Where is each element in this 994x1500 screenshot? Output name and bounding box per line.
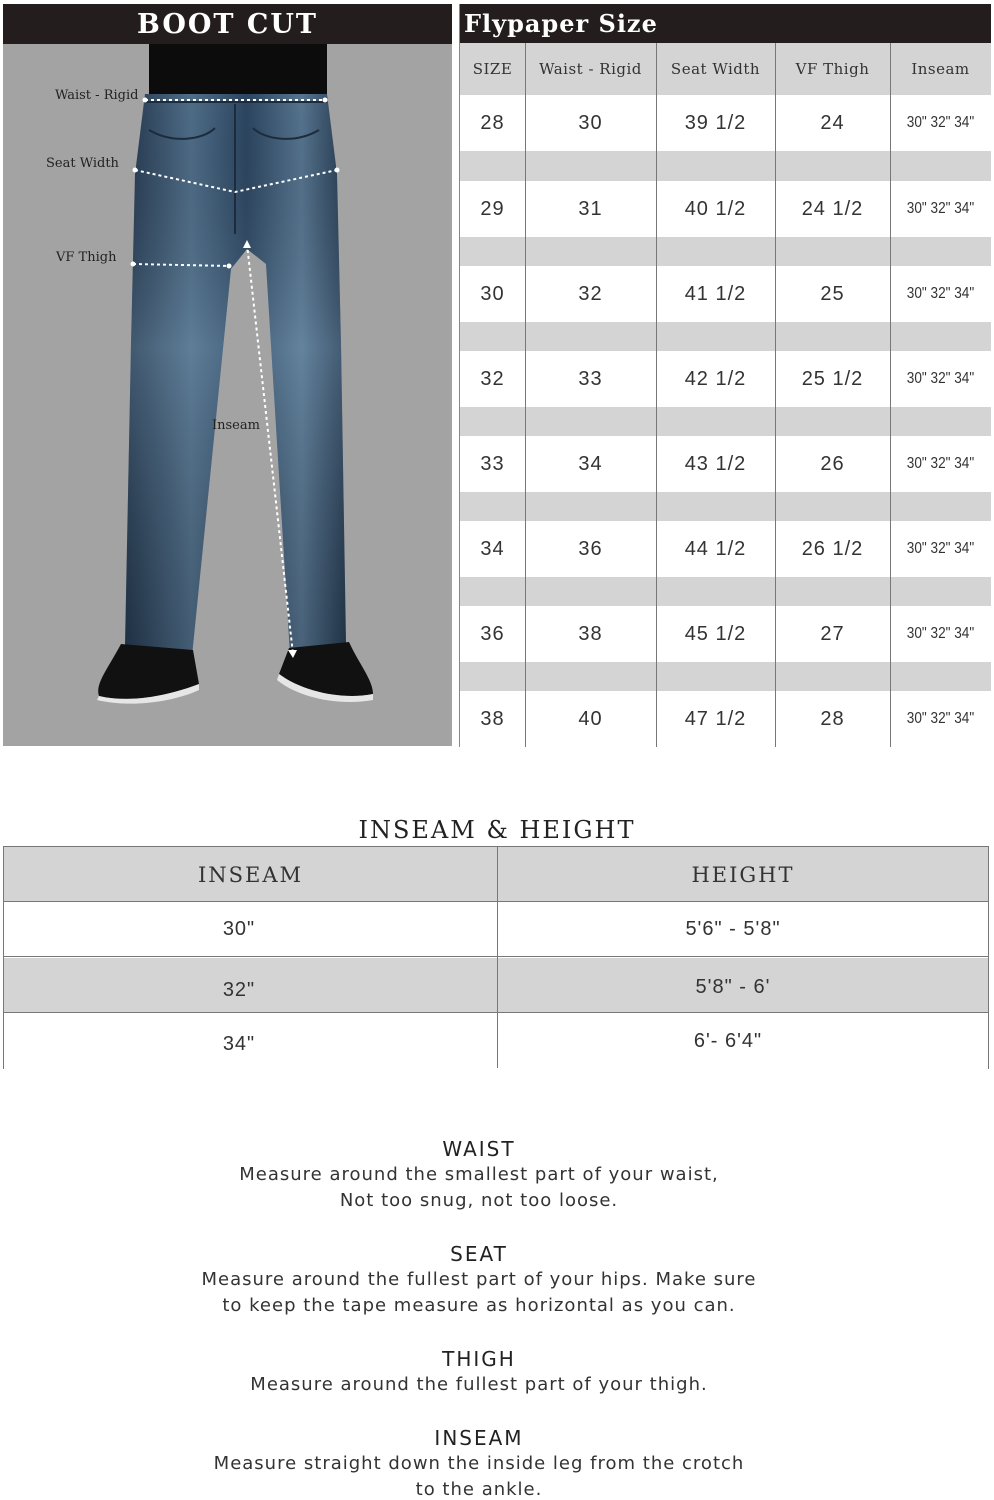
cell-thigh: 26 [820,452,845,475]
cell-inseam: 32" [222,979,256,1001]
boot-cut-title: BOOT CUT [3,4,452,44]
cell-size: 38 [480,707,505,730]
guide-seat-title: SEAT [450,1242,508,1266]
cell-inseam: 30" 32" 34" [906,370,975,387]
header-inseam-col: INSEAM [197,862,304,887]
cell-size: 36 [480,622,505,645]
cell-inseam: 30" 32" 34" [906,200,975,217]
guide-seat-line-2: to keep the tape measure as horizontal as you can. [222,1295,736,1316]
boot-cut-panel [3,4,452,746]
table-row [460,606,991,662]
cell-waist: 40 [578,707,603,730]
cell-size: 28 [480,111,505,134]
table-row [460,691,991,747]
label-waist: Waist - Rigid [55,88,139,103]
cell-waist: 31 [578,197,603,220]
table-row [4,902,988,957]
cell-size: 29 [480,197,505,220]
cell-seat: 45 1/2 [684,622,747,645]
cell-waist: 36 [578,537,603,560]
cell-size: 34 [480,537,505,560]
cell-thigh: 24 [820,111,845,134]
guide-seat-line-1: Measure around the fullest part of your hips. Make sure [201,1269,757,1290]
column-divider [890,43,891,747]
table-row [460,95,991,151]
size-table [459,4,991,747]
label-thigh: VF Thigh [56,250,117,265]
cell-height: 6'- 6'4" [693,1030,763,1052]
cell-seat: 41 1/2 [684,282,747,305]
cell-thigh: 24 1/2 [801,197,864,220]
cell-inseam: 34" [222,1033,256,1055]
cell-waist: 32 [578,282,603,305]
row-separator-band [460,577,991,607]
row-separator-band [460,237,991,267]
guide-waist [0,1136,958,1214]
table-row [460,351,991,407]
guide-inseam [0,1425,958,1500]
cell-thigh: 25 1/2 [801,367,864,390]
header-seat: Seat Width [670,60,761,78]
cell-seat: 42 1/2 [684,367,747,390]
guide-waist-line-2: Not too snug, not too loose. [339,1190,619,1211]
table-row [4,1014,988,1069]
column-divider [525,43,526,747]
torso-shirt [149,44,327,99]
cell-waist: 34 [578,452,603,475]
guide-thigh [0,1346,958,1398]
jeans-illustration [3,44,452,746]
inseam-height-title: INSEAM & HEIGHT [358,816,636,844]
guide-inseam-line-1: Measure straight down the inside leg from the crotch [213,1453,745,1474]
cell-thigh: 27 [820,622,845,645]
guide-thigh-line-1: Measure around the fullest part of your thigh. [250,1374,708,1395]
guide-seat [0,1241,958,1319]
row-separator-band [460,322,991,352]
cell-thigh: 25 [820,282,845,305]
row-separator-band [460,662,991,692]
cell-thigh: 26 1/2 [801,537,864,560]
table-row [460,436,991,492]
column-divider [656,43,657,747]
guide-thigh-title: THIGH [442,1347,516,1371]
cell-waist: 38 [578,622,603,645]
cell-seat: 44 1/2 [684,537,747,560]
cell-waist: 30 [578,111,603,134]
cell-inseam: 30" 32" 34" [906,540,975,557]
header-size: SIZE [472,60,513,78]
row-separator-band [460,407,991,437]
row-separator-band [460,492,991,522]
cell-inseam: 30" [222,918,256,940]
header-inseam: Inseam [911,60,970,78]
header-thigh: VF Thigh [795,60,870,78]
header-waist: Waist - Rigid [539,60,642,78]
table-row [460,181,991,237]
label-inseam: Inseam [212,418,260,433]
cell-height: 5'8" - 6' [695,976,771,998]
label-seat: Seat Width [46,156,119,171]
table-row [4,958,988,1013]
cell-size: 30 [480,282,505,305]
column-divider [497,847,498,1068]
cell-size: 33 [480,452,505,475]
table-row [460,521,991,577]
guide-inseam-line-2: to the ankle. [415,1479,543,1500]
cell-height: 5'6" - 5'8" [685,918,781,940]
cell-inseam: 30" 32" 34" [906,710,975,727]
cell-inseam: 30" 32" 34" [906,285,975,302]
cell-seat: 47 1/2 [684,707,747,730]
cell-seat: 40 1/2 [684,197,747,220]
cell-waist: 33 [578,367,603,390]
cell-inseam: 30" 32" 34" [906,625,975,642]
inseam-height-table [3,846,989,1069]
header-height-col: HEIGHT [691,862,795,887]
guide-waist-line-1: Measure around the smallest part of your waist, [239,1164,719,1185]
guide-waist-title: WAIST [442,1137,516,1161]
cell-seat: 39 1/2 [684,111,747,134]
cell-inseam: 30" 32" 34" [906,114,975,131]
size-table-header [460,43,991,95]
column-divider [775,43,776,747]
cell-size: 32 [480,367,505,390]
row-separator-band [460,151,991,181]
cell-seat: 43 1/2 [684,452,747,475]
size-table-title: Flypaper Size [460,4,991,43]
cell-inseam: 30" 32" 34" [906,455,975,472]
cell-thigh: 28 [820,707,845,730]
inseam-height-header [4,847,988,902]
guide-inseam-title: INSEAM [434,1426,524,1450]
table-row [460,266,991,322]
